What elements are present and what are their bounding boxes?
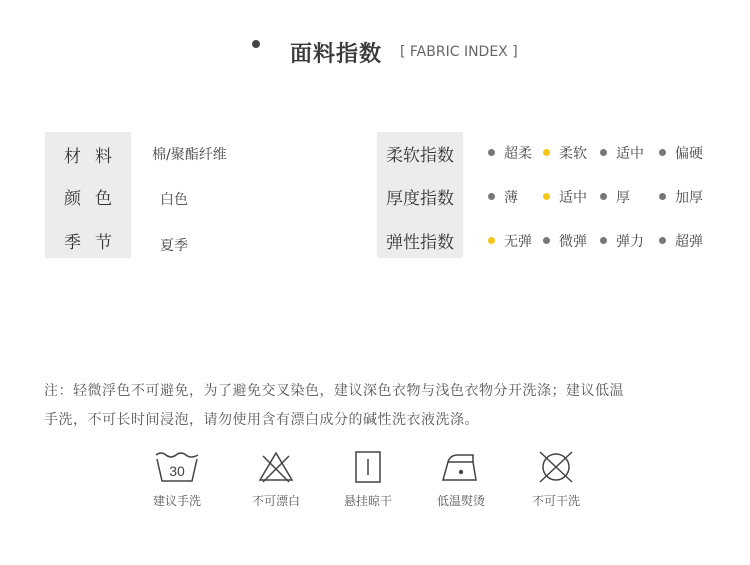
low-iron-icon — [440, 450, 482, 484]
care-item-no-bleach — [241, 450, 311, 509]
spec-value-season: 夏季 — [160, 238, 188, 254]
care-label: 不可干洗 — [531, 494, 580, 508]
thickness-option-2: 适中 — [543, 187, 587, 207]
care-item-hand-wash — [142, 450, 212, 509]
spec-label-panel — [45, 132, 131, 258]
care-label: 悬挂晾干 — [343, 494, 392, 508]
softness-option-3: 适中 — [600, 143, 644, 163]
option-dot — [600, 237, 607, 244]
elasticity-option-3: 弹力 — [600, 231, 644, 251]
care-label: 不可漂白 — [251, 494, 300, 508]
hang-dry-icon — [349, 450, 387, 484]
softness-option-1: 超柔 — [488, 143, 532, 163]
spec-label-color: 颜色 — [64, 189, 126, 209]
hand-wash-30-icon — [154, 450, 200, 484]
option-dot-selected — [543, 149, 550, 156]
elasticity-option-4: 超弹 — [659, 231, 703, 251]
option-dot — [659, 149, 666, 156]
option-dot — [659, 237, 666, 244]
care-note-line-1: 注：轻微浮色不可避免，为了避免交叉染色，建议深色衣物与浅色衣物分开洗涤；建议低温 — [44, 383, 624, 399]
spec-value-material: 棉/聚酯纤维 — [152, 147, 227, 163]
svg-text:30: 30 — [169, 463, 185, 479]
care-item-low-iron — [426, 450, 496, 509]
option-dot — [488, 193, 495, 200]
spec-value-color: 白色 — [160, 192, 188, 208]
option-dot — [659, 193, 666, 200]
option-dot — [600, 193, 607, 200]
care-item-no-tumble-dry — [521, 450, 591, 509]
index-label-panel — [377, 132, 463, 258]
option-dot — [488, 149, 495, 156]
spec-label-material: 材料 — [64, 147, 126, 167]
header-bullet — [252, 40, 260, 48]
index-label-thickness: 厚度指数 — [386, 189, 454, 209]
option-dot-selected — [488, 237, 495, 244]
spec-label-season: 季节 — [64, 233, 126, 253]
no-bleach-icon — [257, 450, 295, 484]
care-item-hang-dry — [333, 450, 403, 509]
thickness-option-4: 加厚 — [659, 187, 703, 207]
option-dot-selected — [543, 193, 550, 200]
elasticity-option-1: 无弹 — [488, 231, 532, 251]
care-label: 建议手洗 — [152, 494, 201, 508]
care-note-line-2: 手洗，不可长时间浸泡，请勿使用含有漂白成分的碱性洗衣液洗涤。 — [44, 412, 479, 428]
thickness-option-1: 薄 — [488, 187, 518, 207]
softness-option-2: 柔软 — [543, 143, 587, 163]
page-subtitle: [ FABRIC INDEX ] — [400, 44, 518, 60]
elasticity-option-2: 微弹 — [543, 231, 587, 251]
care-label: 低温熨烫 — [436, 494, 485, 508]
index-label-softness: 柔软指数 — [386, 146, 454, 166]
option-dot — [543, 237, 550, 244]
softness-option-4: 偏硬 — [659, 143, 703, 163]
no-tumble-dry-icon — [535, 450, 577, 484]
thickness-option-3: 厚 — [600, 187, 630, 207]
option-dot — [600, 149, 607, 156]
page-title: 面料指数 — [290, 42, 383, 67]
index-label-elasticity: 弹性指数 — [386, 233, 454, 253]
